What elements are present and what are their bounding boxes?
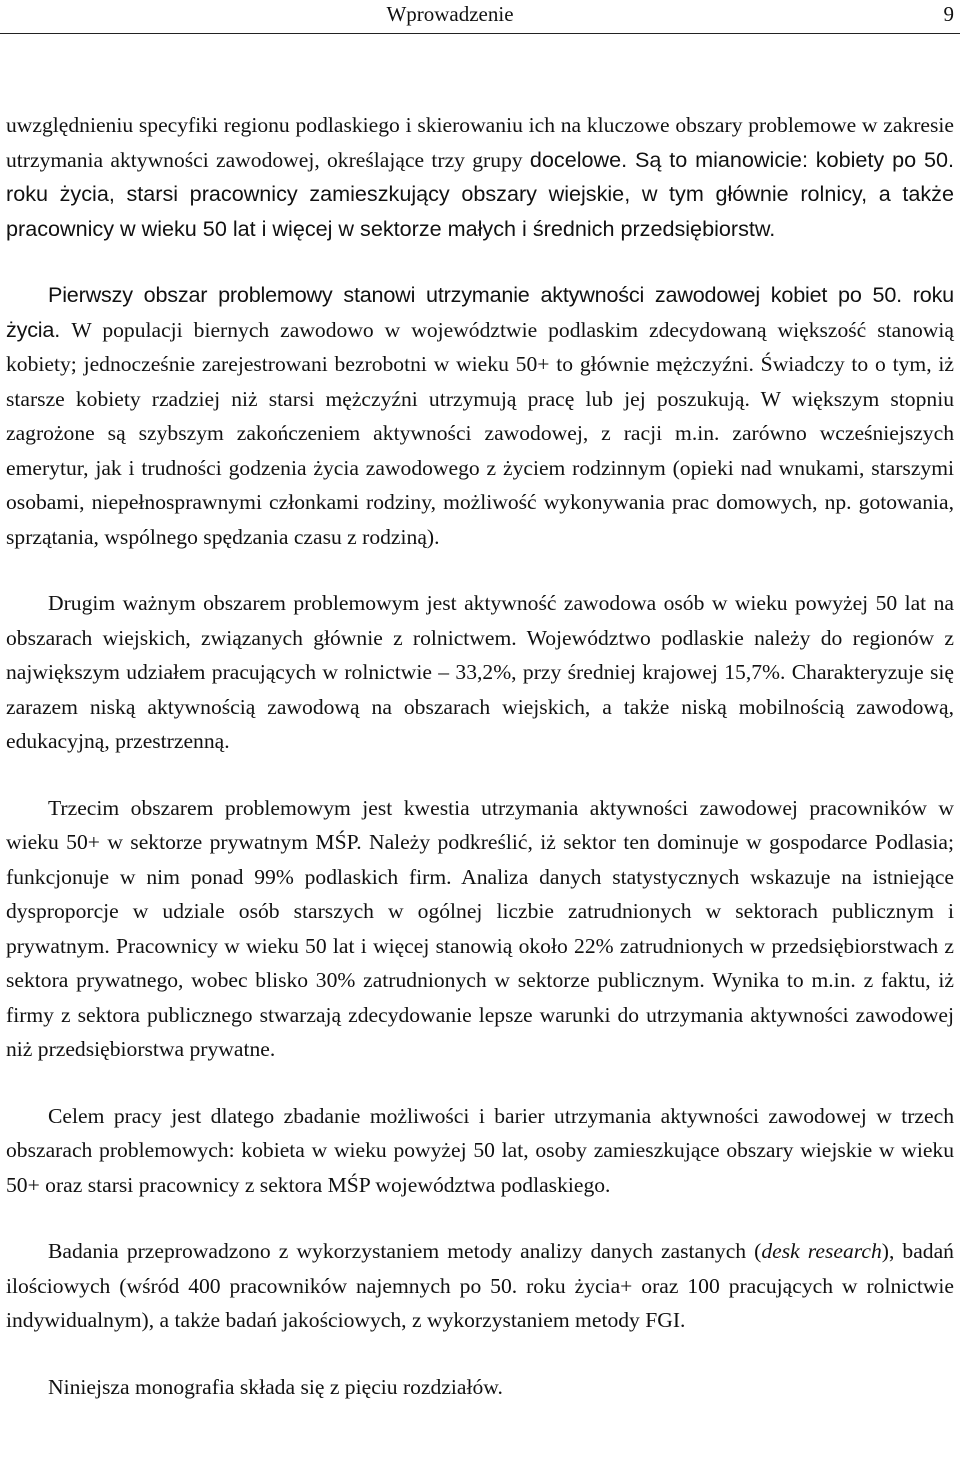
chapter-title: Wprowadzenie — [386, 2, 514, 26]
paragraph-7: Niniejsza monografia składa się z pięciu rozdziałów. — [48, 1374, 503, 1399]
paragraph-6-after: ), badań ilościowych (wśród 400 pracowników najemnych po 50. roku życia+ oraz 100 pracujących w rolnictwie indywidualnym), a także badań jakościowych, z wykorzystaniem metody FGI. — [6, 1239, 954, 1332]
paragraph-2-part-2: W populacji biernych zawodowo w województwie podlaskim zdecydowaną większość stanowią kobiety; jednocześnie zarejestrowani bezrobotni w wieku 50+ to głównie mężczyźni. Świadczy to o tym, iż starsze kobiety rzadziej niż starsi mężczyźni utrzymują pracę lub jej poszukują. W większym stopniu zagrożone są szybszym zakończeniem aktywności zawodowej, z racji m.in. zarówno wcześniejszych emerytur, jak i trudności godzenia życia zawodowego z życiem rodzinnym (opieki nad wnukami, starszymi osobami, niepełnosprawnymi członkami rodziny, możliwość wykonywania prac domowych, np. gotowania, sprzątania, wspólnego spędzania czasu z rodziną). — [6, 317, 954, 549]
paragraph-4: Trzecim obszarem problemowym jest kwestia utrzymania aktywności zawodowej pracowników w wieku 50+ w sektorze prywatnym MŚP. Należy podkreślić, iż sektor ten dominuje w gospodarce Podlasia; funkcjonuje w nim ponad 99% podlaskich firm. Analiza danych statystycznych wskazuje na istniejące dysproporcje w udziale osób starszych w ogólnej liczbie zatrudnionych w sektorach publicznym i prywatnym. Pracownicy w wieku 50 lat i więcej stanowią około 22% zatrudnionych w przedsiębiorstwach z sektora prywatnego, wobec blisko 30% zatrudnionych w sektorze publicznym. Wynika to m.in. z faktu, iż firmy z sektora publicznego stwarzają zdecydowanie lepsze warunki do utrzymania aktywności zawodowej niż przedsiębiorstwa prywatne. — [6, 795, 954, 1061]
paragraph-1 — [6, 108, 954, 246]
paragraph-3: Drugim ważnym obszarem problemowym jest aktywność zawodowa osób w wieku powyżej 50 lat na obszarach wiejskich, związanych głównie z rolnictwem. Województwo podlaskie należy do regionów z największym udziałem pracujących w rolnictwie – 33,2%, przy średniej krajowej 15,7%. Charakteryzuje się zarazem niską aktywnością zawodową na obszarach wiejskich, a także niską mobilnością zawodową, edukacyjną, przestrzenną. — [6, 591, 954, 753]
running-header — [0, 0, 960, 34]
paragraph-5: Celem pracy jest dlatego zbadanie możliwości i barier utrzymania aktywności zawodowej w trzech obszarach problemowych: kobieta w wieku powyżej 50 lat, osoby zamieszkujące obszary wiejskie w wieku 50+ oraz starsi pracownicy z sektora MŚP województwa podlaskiego. — [6, 1103, 954, 1197]
paragraph-1-part-2: docelowe. Są to mianowicie: kobiety po 50. roku życia, starsi pracownicy zamieszkujący obszary wiejskie, w tym głównie rolnicy, a także pracownicy w wieku 50 lat i więcej w sektorze małych i średnich przedsiębiorstw. — [6, 146, 954, 241]
paragraph-6-italic-term: desk research — [761, 1239, 882, 1263]
paragraph-6-before: Badania przeprowadzono z wykorzystaniem metody analizy danych zastanych ( — [48, 1239, 762, 1263]
paragraph-2 — [6, 278, 954, 554]
paragraph-6 — [6, 1234, 954, 1338]
paragraph-2-part-1: Pierwszy obszar problemowy stanowi utrzymanie aktywności zawodowej kobiet po 50. roku życia. — [6, 282, 954, 342]
body-text — [6, 108, 954, 1404]
page-number: 9 — [943, 2, 954, 26]
paragraph-1-part-1: uwzględnieniu specyfiki regionu podlaskiego i skierowaniu ich na kluczowe obszary problemowe w zakresie utrzymania aktywności zawodowej, określające trzy grupy — [6, 113, 954, 172]
